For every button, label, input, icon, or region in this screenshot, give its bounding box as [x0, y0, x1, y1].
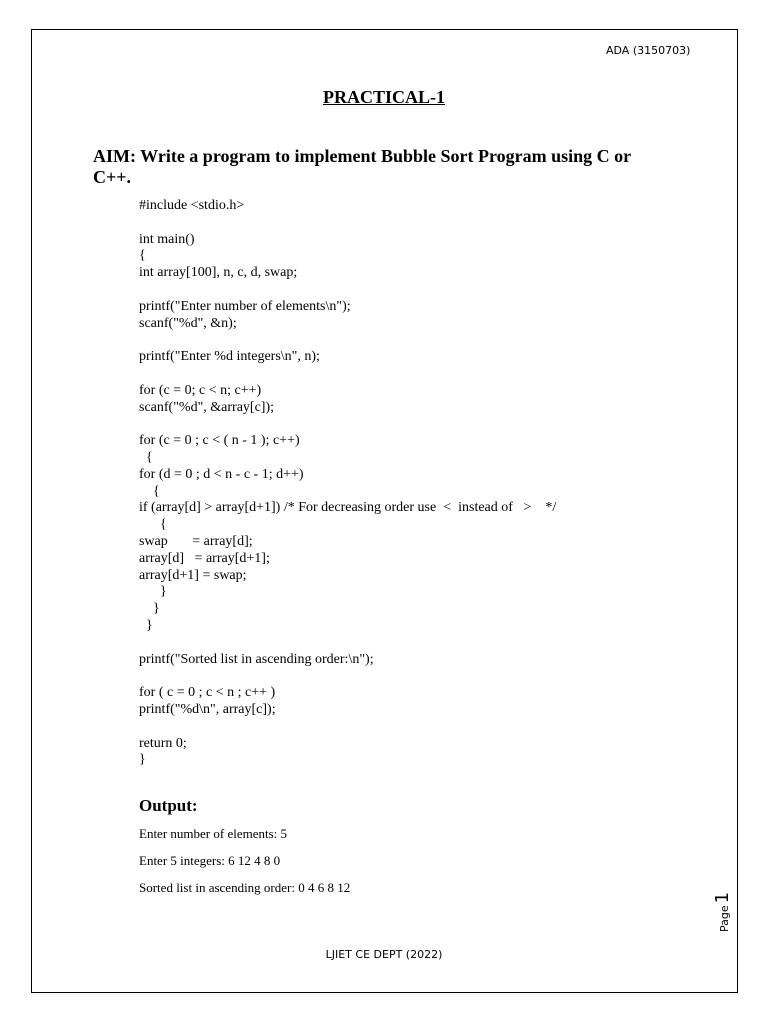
- course-code-header: ADA (3150703): [606, 44, 691, 57]
- page-number-label: Page: [718, 905, 731, 932]
- output-line: Sorted list in ascending order: 0 4 6 8 12: [139, 880, 351, 895]
- page-number: [712, 892, 733, 932]
- aim-statement: AIM: Write a program to implement Bubble Sort Program using C or C++.: [93, 146, 631, 187]
- output-heading: Output:: [139, 796, 198, 815]
- page-title: PRACTICAL-1: [322, 87, 445, 107]
- output-line: Enter number of elements: 5: [139, 826, 288, 841]
- page-number-value: 1: [712, 891, 733, 904]
- code-listing: #include <stdio.h> int main() { int array[100], n, c, d, swap; printf("Enter number of elements\n"); scanf("%d", &n); printf("Enter %d integers\n", n); for (c = 0; c < n; c++) scanf("%d", &array[c]); for (c = 0 ; c < ( n - 1 ); c++) { for (d = 0 ; d < n - c - 1; d++) { if (array[d] > array[d+1]) /* For decreasing order use < instead of > */ { swap = array[d]; array[d] = array[d+1]; array[d+1] = swap; } } } printf("Sorted list in ascending order:\n"); for ( c = 0 ; c < n ; c++ ) printf("%d\n", array[c]); return 0; }: [139, 198, 557, 768]
- output-line: Enter 5 integers: 6 12 4 8 0: [139, 853, 281, 868]
- department-footer: LJIET CE DEPT (2022): [325, 948, 443, 961]
